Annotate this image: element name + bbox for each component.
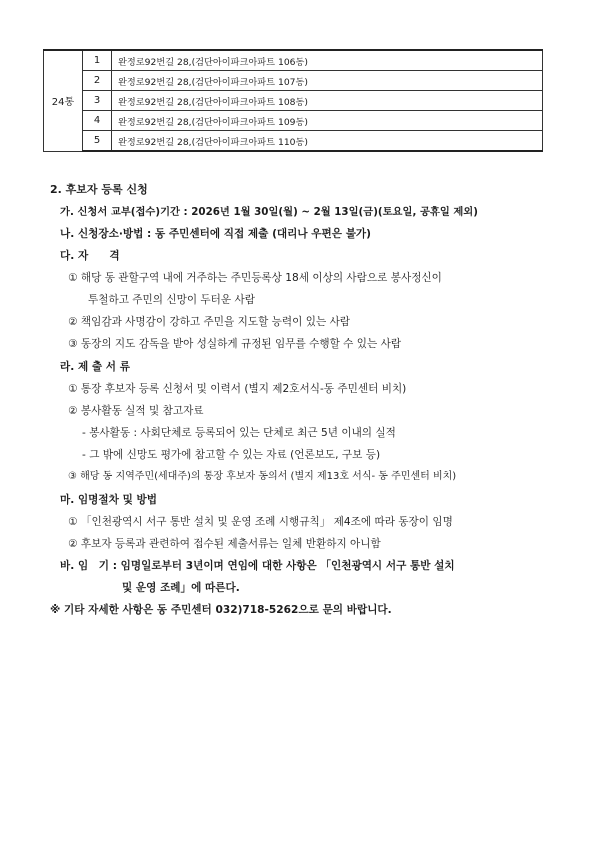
row-number: 2 bbox=[83, 71, 112, 91]
item-ma-appointment-heading: 마. 임명절차 및 방법 bbox=[60, 494, 157, 506]
address-cell: 완정로92번길 28,(검단아이파크아파트 106동) bbox=[112, 50, 543, 71]
address-cell: 완정로92번길 28,(검단아이파크아파트 108동) bbox=[112, 91, 543, 111]
row-number: 4 bbox=[83, 111, 112, 131]
section-heading: 2. 후보자 등록 신청 bbox=[50, 183, 148, 196]
table-row bbox=[44, 111, 543, 131]
document-2-detail-a: - 봉사활동 : 사회단체로 등록되어 있는 단체로 최근 5년 이내의 실적 bbox=[82, 427, 396, 439]
qualification-2: ② 책임감과 사명감이 강하고 주민을 지도할 능력이 있는 사람 bbox=[68, 316, 351, 328]
item-na-application-place: 나. 신청장소·방법 : 동 주민센터에 직접 제출 (대리나 우편은 불가) bbox=[60, 228, 371, 240]
table-row bbox=[44, 91, 543, 111]
qualification-1-line-1: ① 해당 동 관할구역 내에 거주하는 주민등록상 18세 이상의 사람으로 봉사정신이 bbox=[68, 272, 442, 284]
address-cell: 완정로92번길 28,(검단아이파크아파트 110동) bbox=[112, 131, 543, 152]
item-ra-documents-heading: 라. 제 출 서 류 bbox=[60, 361, 130, 373]
row-number: 1 bbox=[83, 50, 112, 71]
item-ba-term-line-1: 바. 임 기 : 임명일로부터 3년이며 연임에 대한 사항은 「인천광역시 서구 통반 설치 bbox=[60, 560, 455, 572]
appointment-1: ① 「인천광역시 서구 통반 설치 및 운영 조례 시행규칙」 제4조에 따라 동장이 임명 bbox=[68, 516, 453, 528]
table-row bbox=[44, 71, 543, 91]
appointment-2: ② 후보자 등록과 관련하여 접수된 제출서류는 일체 반환하지 아니함 bbox=[68, 538, 381, 550]
document-3: ③ 해당 동 지역주민(세대주)의 통장 후보자 동의서 (별지 제13호 서식- 동 주민센터 비치) bbox=[68, 471, 457, 482]
group-label-cell: 24통 bbox=[44, 50, 83, 151]
contact-note: ※ 기타 자세한 사항은 동 주민센터 032)718-5262으로 문의 바랍니다. bbox=[50, 604, 392, 616]
address-table bbox=[43, 49, 543, 152]
row-number: 3 bbox=[83, 91, 112, 111]
table-row bbox=[44, 50, 543, 71]
document-2-detail-b: - 그 밖에 신망도 평가에 참고할 수 있는 자료 (언론보도, 구보 등) bbox=[82, 449, 381, 461]
qualification-1-line-2: 투철하고 주민의 신망이 두터운 사람 bbox=[88, 294, 255, 306]
address-cell: 완정로92번길 28,(검단아이파크아파트 107동) bbox=[112, 71, 543, 91]
document-2: ② 봉사활동 실적 및 참고자료 bbox=[68, 405, 204, 417]
document-1: ① 통장 후보자 등록 신청서 및 이력서 (별지 제2호서식-동 주민센터 비치) bbox=[68, 383, 407, 395]
item-ba-term-line-2: 및 운영 조례」에 따른다. bbox=[122, 582, 240, 594]
item-ga-application-period: 가. 신청서 교부(접수)기간 : 2026년 1월 30일(월) ~ 2월 13일(금)(토요일, 공휴일 제외) bbox=[60, 206, 478, 218]
table-row bbox=[44, 131, 543, 152]
address-cell: 완정로92번길 28,(검단아이파크아파트 109동) bbox=[112, 111, 543, 131]
qualification-3: ③ 동장의 지도 감독을 받아 성실하게 규정된 임무를 수행할 수 있는 사람 bbox=[68, 338, 402, 350]
item-da-qualification-heading: 다. 자 격 bbox=[60, 250, 120, 262]
row-number: 5 bbox=[83, 131, 112, 152]
